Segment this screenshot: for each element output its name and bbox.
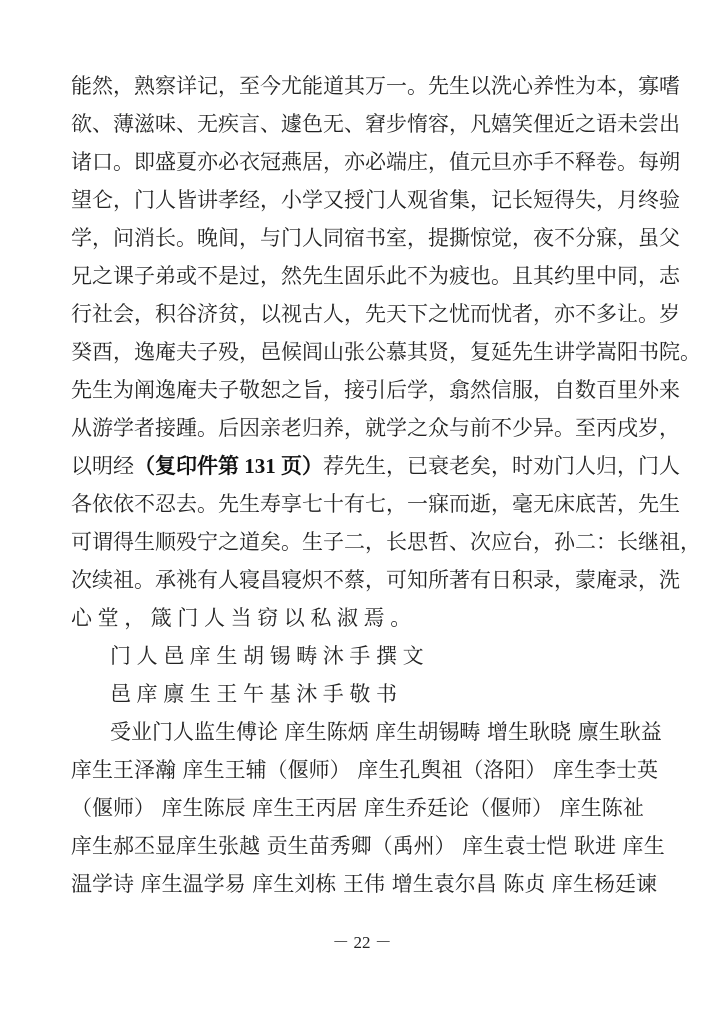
body-line: 癸酉，逸庵夫子殁，邑候闾山张公慕其贤，复延先生讲学嵩阳书院。 bbox=[71, 340, 701, 364]
body-line: 从游学者接踵。后因亲老归养，就学之众与前不少异。至丙戌岁， bbox=[71, 416, 680, 440]
calligrapher-signature: 邑庠廪生王午基沐手敬书 bbox=[110, 682, 403, 706]
body-line: 能然，熟察详记，至今尤能道其万一。先生以洗心养性为本，寡嗜 bbox=[71, 74, 680, 98]
body-line: 诸口。即盛夏亦必衣冠燕居，亦必端庄，值元旦亦手不释卷。每朔 bbox=[71, 150, 680, 174]
students-list-line: （偃师） 庠生陈辰 庠生王丙居 庠生乔廷论（偃师） 庠生陈祉 bbox=[71, 796, 644, 820]
students-list-line: 庠生王泽瀚 庠生王辅（偃师） 庠生孔舆祖（洛阳） 庠生李士英 bbox=[71, 758, 659, 782]
photocopy-page-reference: （复印件第 131 页） bbox=[134, 454, 323, 478]
text-after-ref: 荐先生，已衰老矣，时劝门人归，门人 bbox=[323, 454, 680, 478]
body-line: 行社会，积谷济贫，以视古人，先天下之忧而忧者，亦不多让。岁 bbox=[71, 302, 680, 326]
students-list-line: 温学诗 庠生温学易 庠生刘栋 王伟 增生袁尔昌 陈贞 庠生杨廷谏 bbox=[71, 872, 658, 896]
body-line-last: 心堂，箴门人当窃以私淑焉。 bbox=[71, 606, 417, 630]
body-line: 可谓得生顺殁宁之道矣。生子二，长思哲、次应台，孙二：长继祖， bbox=[71, 530, 701, 554]
students-list-first-line: 受业门人监生傅论 庠生陈炳 庠生胡锡畴 增生耿晓 廪生耿益 bbox=[110, 720, 662, 744]
students-list-line: 庠生郝丕显庠生张越 贡生苗秀卿（禹州） 庠生袁士恺 耿进 庠生 bbox=[71, 834, 665, 858]
body-line: 望仑，门人皆讲孝经，小学又授门人观省集，记长短得失，月终验 bbox=[71, 188, 680, 212]
body-line: 兄之课子弟或不是过，然先生固乐此不为疲也。且其约里中同，志 bbox=[71, 264, 680, 288]
body-line-with-page-ref bbox=[71, 447, 680, 485]
author-signature: 门人邑庠生胡锡畴沐手撰文 bbox=[110, 644, 430, 668]
body-line: 次续祖。承祧有人寝昌寝炽不蔡，可知所著有日积录，蒙庵录，洗 bbox=[71, 568, 680, 592]
body-line: 各依依不忍去。先生寿享七十有七，一寐而逝，毫无床底苦，先生 bbox=[71, 492, 680, 516]
page-number: － 22 － bbox=[332, 933, 392, 952]
body-line: 欲、薄滋味、无疾言、遽色无、窘步惰容，凡嬉笑俚近之语未尝出 bbox=[71, 112, 680, 136]
body-line: 学，问消长。晚间，与门人同宿书室，提撕惊觉，夜不分寐，虽父 bbox=[71, 226, 680, 250]
body-line: 先生为阐逸庵夫子敬恕之旨，接引后学，翕然信服，自数百里外来 bbox=[71, 378, 680, 402]
text-before-ref: 以明经 bbox=[71, 454, 134, 478]
